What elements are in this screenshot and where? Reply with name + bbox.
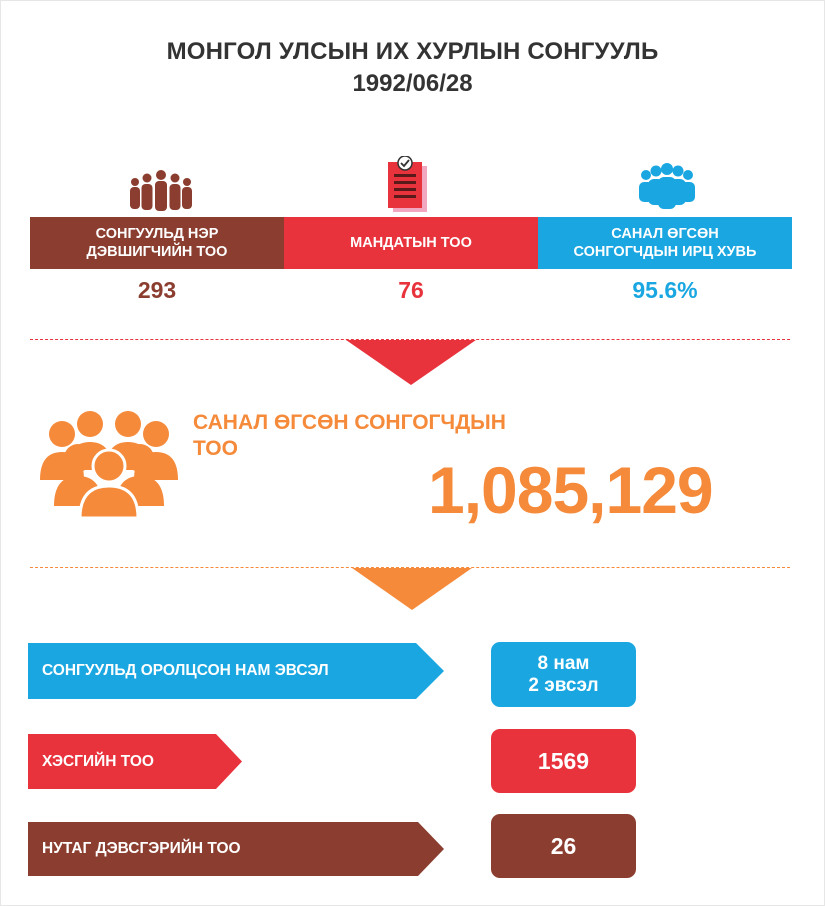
page-title: МОНГОЛ УЛСЫН ИХ ХУРЛЫН СОНГУУЛЬ bbox=[166, 38, 659, 65]
voters-label-line2: ТОО bbox=[193, 437, 238, 460]
stat-turnout-value: 95.6% bbox=[632, 277, 698, 303]
stat-candidates-label bbox=[30, 217, 284, 269]
parties-value-line2: 2 эвсэл bbox=[528, 674, 599, 696]
territories-value: 26 bbox=[491, 814, 636, 878]
down-triangle-icon bbox=[352, 568, 472, 610]
stat-label-line1: СОНГУУЛЬД НЭР bbox=[95, 226, 219, 242]
clipboard-check-icon bbox=[385, 156, 429, 214]
parties-value bbox=[491, 642, 636, 707]
voters-count: 1,085,129 bbox=[428, 453, 713, 527]
down-triangle-icon bbox=[346, 340, 476, 385]
stat-label-line1: МАНДАТЫН ТОО bbox=[350, 235, 472, 251]
precincts-label: ХЭСГИЙН ТОО bbox=[42, 752, 154, 770]
election-date: 1992/06/28 bbox=[352, 70, 473, 97]
voters-crowd-icon bbox=[38, 410, 180, 518]
stat-label-line2: СОНГОГЧДЫН ИРЦ ХУВЬ bbox=[573, 244, 757, 260]
stat-turnout-label bbox=[538, 217, 792, 269]
stat-label-line2: ДЭВШИГЧИЙН ТОО bbox=[86, 244, 228, 260]
stat-mandates-value: 76 bbox=[398, 277, 424, 303]
stat-label-line1: САНАЛ ӨГСӨН bbox=[611, 226, 719, 242]
voters-label-line1: САНАЛ ӨГСӨН СОНГОГЧДЫН bbox=[193, 411, 506, 434]
territories-label: НУТАГ ДЭВСГЭРИЙН ТОО bbox=[42, 840, 241, 857]
precincts-value: 1569 bbox=[491, 729, 636, 793]
stat-mandates-label bbox=[284, 217, 538, 269]
people-group-icon bbox=[636, 163, 698, 211]
people-crowd-icon bbox=[126, 170, 196, 214]
stat-candidates-value: 293 bbox=[137, 277, 177, 303]
parties-value-line1: 8 нам bbox=[537, 652, 590, 674]
parties-label: СОНГУУЛЬД ОРОЛЦСОН НАМ ЭВСЭЛ bbox=[42, 662, 329, 679]
